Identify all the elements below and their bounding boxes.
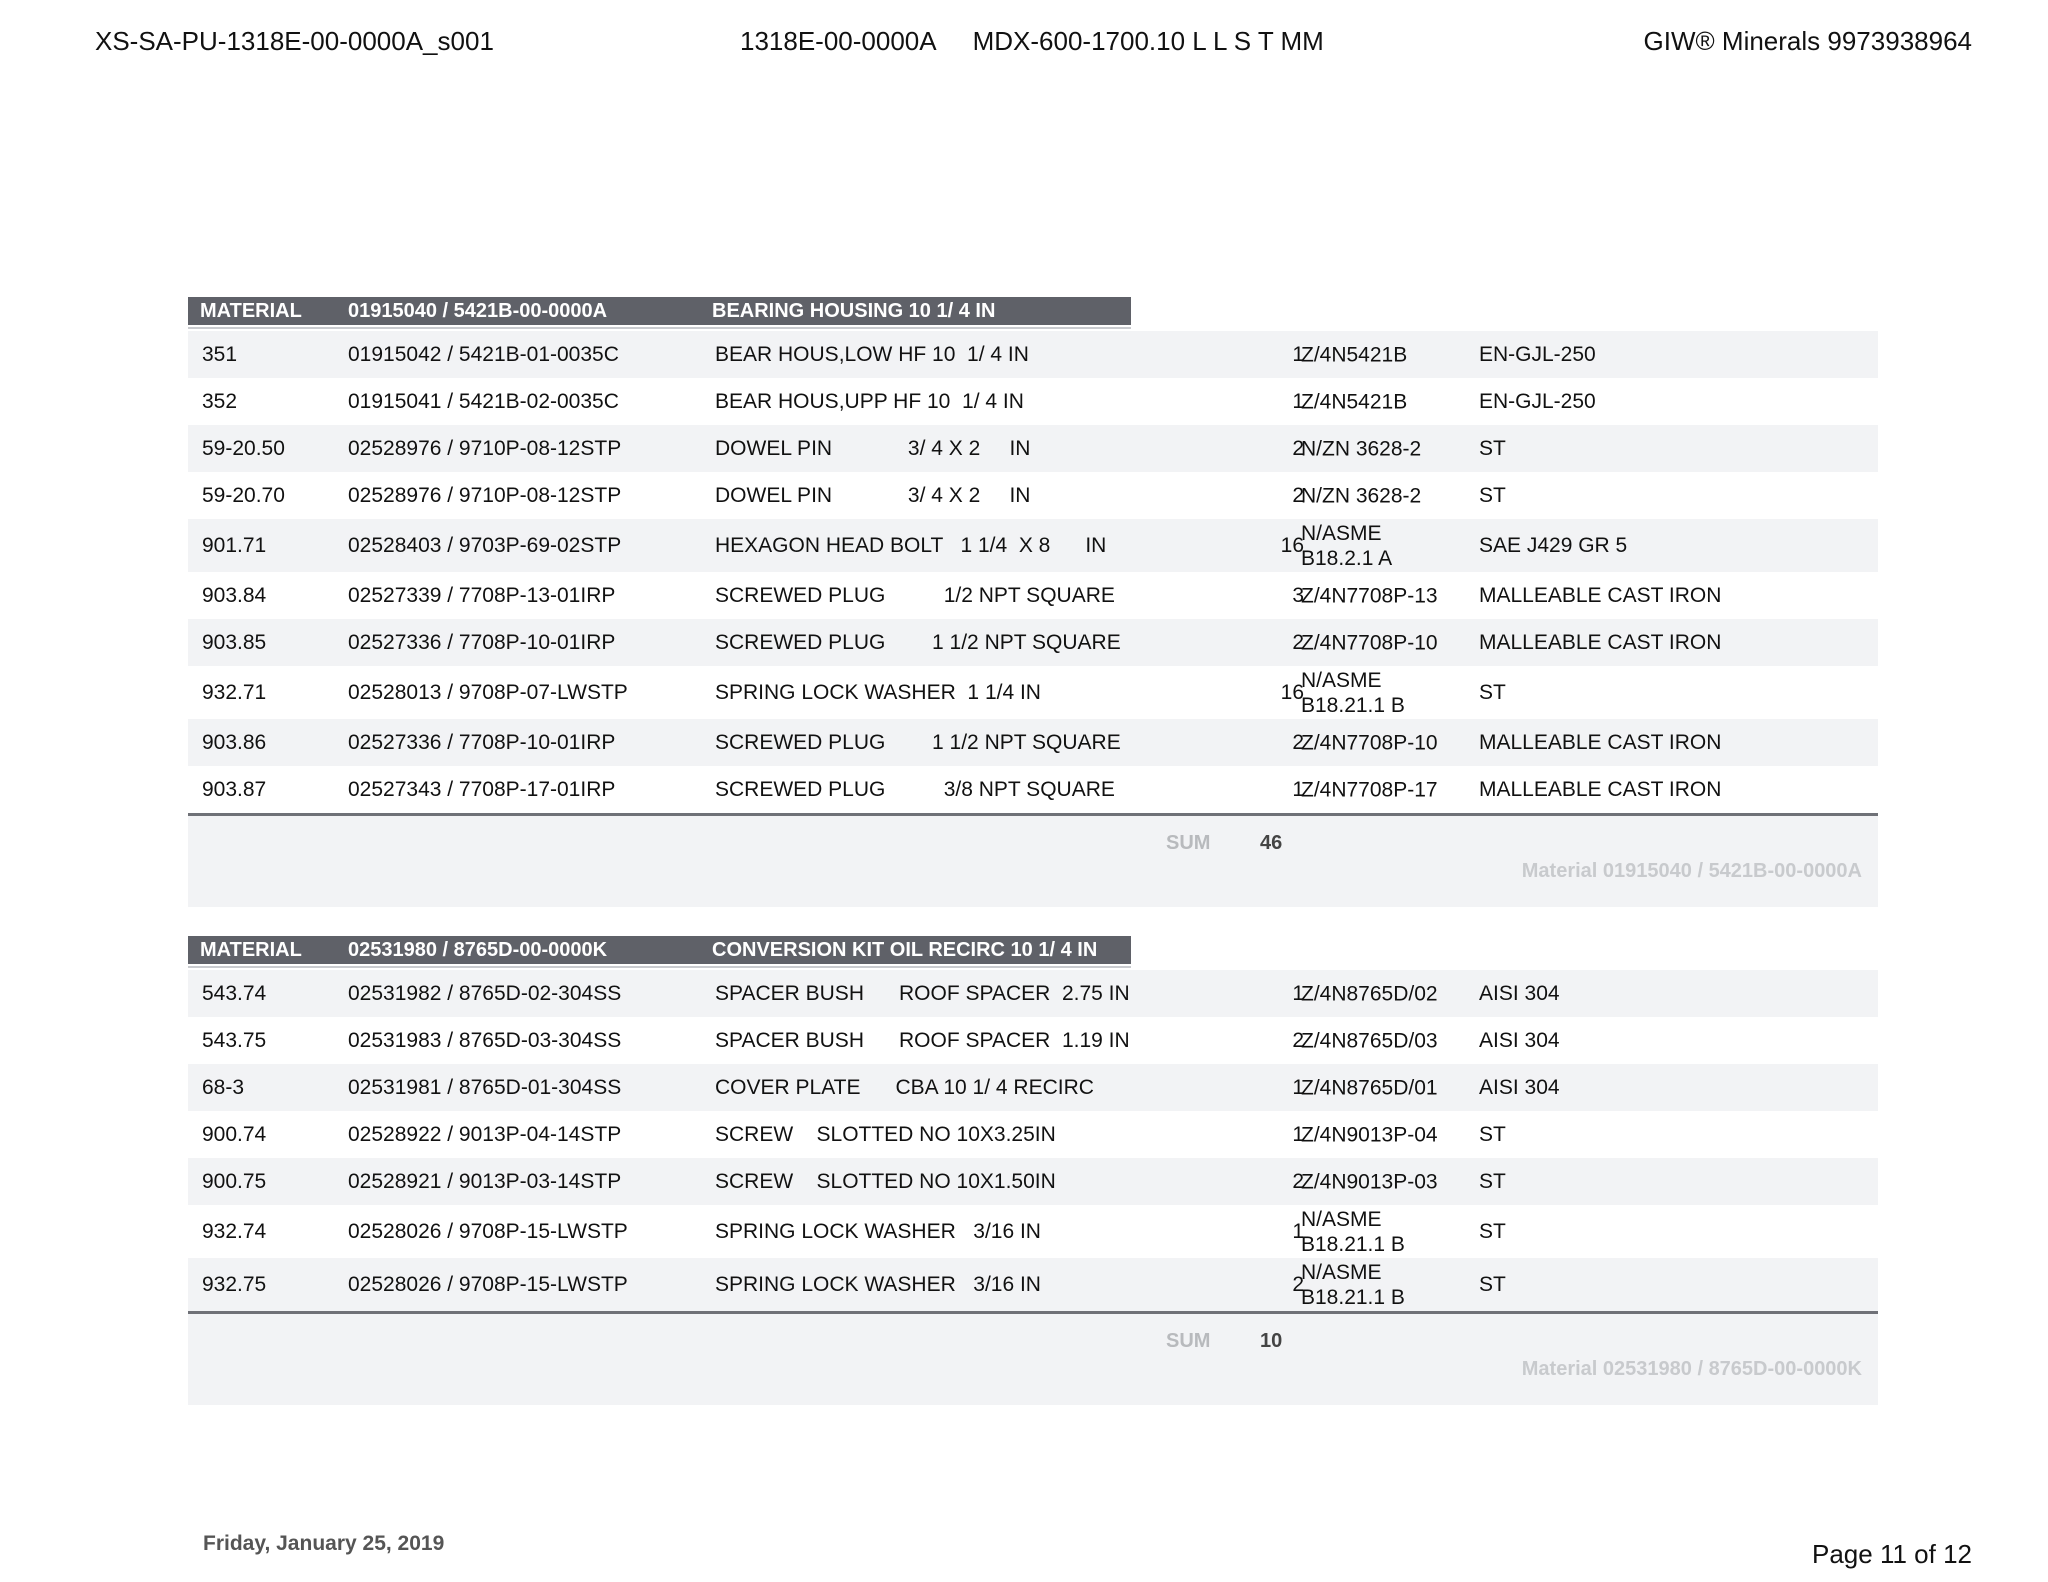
description-cell: SPACER BUSH ROOF SPACER 2.75 IN — [715, 981, 1130, 1005]
material-number: 02531980 / 8765D-00-0000K — [348, 939, 608, 961]
position-cell: 903.86 — [202, 730, 267, 754]
material-header-bar — [188, 936, 1131, 964]
position-cell: 932.71 — [202, 680, 267, 704]
standard-cell — [1301, 730, 1438, 755]
sum-label: SUM — [1166, 832, 1211, 854]
material-number-cell: 02528026 / 9708P-15-LWSTP — [348, 1219, 628, 1243]
material-section — [188, 936, 1878, 1405]
sum-box — [188, 813, 1878, 907]
pump-model: MDX-600-1700.10 L L S T MM — [972, 26, 1324, 56]
position-cell: 932.74 — [202, 1219, 267, 1243]
description-cell: SPRING LOCK WASHER 3/16 IN — [715, 1219, 1041, 1243]
material-spec-cell: ST — [1479, 1122, 1506, 1146]
quantity-cell: 2 — [1292, 1028, 1304, 1052]
material-spec-cell: EN-GJL-250 — [1479, 389, 1596, 413]
material-number-cell: 02527336 / 7708P-10-01IRP — [348, 730, 616, 754]
doc-title — [740, 26, 1324, 57]
table-row — [188, 378, 1878, 425]
sum-value: 10 — [1260, 1330, 1283, 1352]
material-spec-cell: ST — [1479, 436, 1506, 460]
quantity-cell: 1 — [1292, 342, 1304, 366]
material-spec-cell: AISI 304 — [1479, 1028, 1560, 1052]
table-row — [188, 425, 1878, 472]
assembly-number: 1318E-00-0000A — [740, 26, 937, 56]
standard-line: Z/4N5421B — [1301, 343, 1408, 366]
material-title: CONVERSION KIT OIL RECIRC 10 1/ 4 IN — [712, 939, 1098, 961]
description-cell: SPRING LOCK WASHER 3/16 IN — [715, 1272, 1041, 1296]
position-cell: 543.75 — [202, 1028, 267, 1052]
material-spec-cell: MALLEABLE CAST IRON — [1479, 730, 1722, 754]
sum-label: SUM — [1166, 1330, 1211, 1352]
standard-cell — [1301, 1207, 1405, 1257]
material-number-cell: 02528976 / 9710P-08-12STP — [348, 436, 622, 460]
description-cell: SCREW SLOTTED NO 10X3.25IN — [715, 1122, 1056, 1146]
table-row — [188, 1205, 1878, 1258]
material-spec-cell: ST — [1479, 1272, 1506, 1296]
quantity-cell: 1 — [1292, 1122, 1304, 1146]
standard-line: N/ZN 3628-2 — [1301, 484, 1422, 507]
material-spec-cell: ST — [1479, 680, 1506, 704]
standard-line: Z/4N8765D/03 — [1301, 1029, 1438, 1052]
quantity-cell: 1 — [1292, 777, 1304, 801]
print-date: Friday, January 25, 2019 — [203, 1532, 445, 1555]
standard-line: B18.2.1 A — [1301, 546, 1393, 570]
description-cell: HEXAGON HEAD BOLT 1 1/4 X 8 IN — [715, 533, 1107, 557]
table-row — [188, 1258, 1878, 1311]
material-header-bar — [188, 297, 1131, 325]
parts-list — [188, 970, 1878, 1311]
standard-cell — [1301, 1122, 1438, 1147]
standard-line: Z/4N9013P-04 — [1301, 1123, 1438, 1146]
material-number-cell: 02527339 / 7708P-13-01IRP — [348, 583, 616, 607]
quantity-cell: 1 — [1292, 981, 1304, 1005]
position-cell: 352 — [202, 389, 238, 413]
position-cell: 543.74 — [202, 981, 267, 1005]
quantity-cell: 2 — [1292, 483, 1304, 507]
description-cell: DOWEL PIN 3/ 4 X 2 IN — [715, 483, 1031, 507]
position-cell: 351 — [202, 342, 238, 366]
material-number: 01915040 / 5421B-00-0000A — [348, 300, 608, 322]
description-cell: BEAR HOUS,LOW HF 10 1/ 4 IN — [715, 342, 1029, 366]
material-spec-cell: AISI 304 — [1479, 1075, 1560, 1099]
table-row — [188, 719, 1878, 766]
material-number-cell: 02531983 / 8765D-03-304SS — [348, 1028, 622, 1052]
table-row — [188, 1111, 1878, 1158]
material-spec-cell: SAE J429 GR 5 — [1479, 533, 1628, 557]
header-underline — [188, 327, 1131, 329]
material-number-cell: 01915042 / 5421B-01-0035C — [348, 342, 619, 366]
table-row — [188, 331, 1878, 378]
table-row — [188, 1017, 1878, 1064]
standard-cell — [1301, 1075, 1438, 1100]
quantity-cell: 2 — [1292, 436, 1304, 460]
material-spec-cell: ST — [1479, 1169, 1506, 1193]
standard-cell — [1301, 436, 1421, 461]
standard-cell — [1301, 981, 1438, 1006]
quantity-cell: 2 — [1292, 730, 1304, 754]
position-cell: 900.75 — [202, 1169, 267, 1193]
position-cell: 900.74 — [202, 1122, 267, 1146]
material-spec-cell: ST — [1479, 483, 1506, 507]
standard-line: Z/4N8765D/02 — [1301, 982, 1438, 1005]
material-number-cell: 02531981 / 8765D-01-304SS — [348, 1075, 622, 1099]
position-cell: 903.87 — [202, 777, 267, 801]
table-row — [188, 519, 1878, 572]
material-spec-cell: EN-GJL-250 — [1479, 342, 1596, 366]
standard-line: Z/4N7708P-17 — [1301, 778, 1438, 801]
standard-cell — [1301, 521, 1392, 571]
quantity-cell: 2 — [1292, 1272, 1304, 1296]
material-spec-cell: MALLEABLE CAST IRON — [1479, 583, 1722, 607]
position-cell: 59-20.70 — [202, 483, 285, 507]
description-cell: SPRING LOCK WASHER 1 1/4 IN — [715, 680, 1041, 704]
material-number-cell: 02531982 / 8765D-02-304SS — [348, 981, 622, 1005]
description-cell: COVER PLATE CBA 10 1/ 4 RECIRC — [715, 1075, 1094, 1099]
material-section — [188, 297, 1878, 907]
position-cell: 59-20.50 — [202, 436, 285, 460]
material-spec-cell: ST — [1479, 1219, 1506, 1243]
standard-line: N/ASME — [1301, 521, 1382, 545]
table-row — [188, 970, 1878, 1017]
standard-line: Z/4N7708P-10 — [1301, 731, 1438, 754]
parts-list — [188, 331, 1878, 813]
standard-line: N/ASME — [1301, 1260, 1382, 1284]
quantity-cell: 2 — [1292, 1169, 1304, 1193]
standard-line: N/ASME — [1301, 668, 1382, 692]
material-number-cell: 02528922 / 9013P-04-14STP — [348, 1122, 622, 1146]
position-cell: 903.84 — [202, 583, 267, 607]
description-cell: BEAR HOUS,UPP HF 10 1/ 4 IN — [715, 389, 1024, 413]
position-cell: 68-3 — [202, 1075, 245, 1099]
quantity-cell: 16 — [1280, 680, 1304, 704]
table-row — [188, 766, 1878, 813]
company-info: GIW® Minerals 9973938964 — [1643, 26, 1972, 56]
material-label: MATERIAL — [200, 300, 302, 322]
material-number-cell: 02528976 / 9710P-08-12STP — [348, 483, 622, 507]
standard-line: Z/4N7708P-13 — [1301, 584, 1438, 607]
standard-line: B18.21.1 B — [1301, 1285, 1405, 1309]
standard-cell — [1301, 389, 1407, 414]
description-cell: SPACER BUSH ROOF SPACER 1.19 IN — [715, 1028, 1130, 1052]
table-row — [188, 472, 1878, 519]
quantity-cell: 3 — [1292, 583, 1304, 607]
sum-box — [188, 1311, 1878, 1405]
standard-line: Z/4N5421B — [1301, 390, 1408, 413]
header-underline — [188, 966, 1131, 968]
material-number-cell: 02528921 / 9013P-03-14STP — [348, 1169, 622, 1193]
sum-material: Material 01915040 / 5421B-00-0000A — [1521, 860, 1862, 882]
material-spec-cell: MALLEABLE CAST IRON — [1479, 630, 1722, 654]
standard-cell — [1301, 1260, 1405, 1310]
position-cell: 903.85 — [202, 630, 267, 654]
description-cell: DOWEL PIN 3/ 4 X 2 IN — [715, 436, 1031, 460]
standard-line: B18.21.1 B — [1301, 693, 1405, 717]
standard-cell — [1301, 630, 1438, 655]
material-spec-cell: MALLEABLE CAST IRON — [1479, 777, 1722, 801]
standard-line: B18.21.1 B — [1301, 1232, 1405, 1256]
quantity-cell: 1 — [1292, 1219, 1304, 1243]
quantity-cell: 2 — [1292, 630, 1304, 654]
standard-line: Z/4N7708P-10 — [1301, 631, 1438, 654]
description-cell: SCREWED PLUG 1 1/2 NPT SQUARE — [715, 730, 1121, 754]
description-cell: SCREWED PLUG 3/8 NPT SQUARE — [715, 777, 1115, 801]
quantity-cell: 1 — [1292, 1075, 1304, 1099]
material-spec-cell: AISI 304 — [1479, 981, 1560, 1005]
standard-line: N/ASME — [1301, 1207, 1382, 1231]
material-number-cell: 02527336 / 7708P-10-01IRP — [348, 630, 616, 654]
standard-cell — [1301, 483, 1421, 508]
table-row — [188, 666, 1878, 719]
table-row — [188, 572, 1878, 619]
standard-cell — [1301, 1028, 1438, 1053]
page-number: Page 11 of 12 — [1812, 1539, 1972, 1569]
material-number-cell: 02528026 / 9708P-15-LWSTP — [348, 1272, 628, 1296]
sum-value: 46 — [1260, 832, 1283, 854]
standard-line: Z/4N8765D/01 — [1301, 1076, 1438, 1099]
standard-cell — [1301, 342, 1407, 367]
table-row — [188, 1158, 1878, 1205]
position-cell: 932.75 — [202, 1272, 267, 1296]
standard-cell — [1301, 583, 1438, 608]
standard-cell — [1301, 777, 1438, 802]
material-title: BEARING HOUSING 10 1/ 4 IN — [712, 300, 996, 322]
description-cell: SCREWED PLUG 1 1/2 NPT SQUARE — [715, 630, 1121, 654]
quantity-cell: 1 — [1292, 389, 1304, 413]
standard-cell — [1301, 668, 1405, 718]
standard-line: Z/4N9013P-03 — [1301, 1170, 1438, 1193]
table-row — [188, 1064, 1878, 1111]
material-number-cell: 02528403 / 9703P-69-02STP — [348, 533, 622, 557]
material-number-cell: 02527343 / 7708P-17-01IRP — [348, 777, 616, 801]
material-number-cell: 01915041 / 5421B-02-0035C — [348, 389, 619, 413]
description-cell: SCREWED PLUG 1/2 NPT SQUARE — [715, 583, 1115, 607]
standard-line: N/ZN 3628-2 — [1301, 437, 1422, 460]
description-cell: SCREW SLOTTED NO 10X1.50IN — [715, 1169, 1056, 1193]
doc-id: XS-SA-PU-1318E-00-0000A_s001 — [95, 26, 494, 56]
quantity-cell: 16 — [1280, 533, 1304, 557]
table-row — [188, 619, 1878, 666]
material-number-cell: 02528013 / 9708P-07-LWSTP — [348, 680, 628, 704]
sum-material: Material 02531980 / 8765D-00-0000K — [1521, 1358, 1862, 1380]
standard-cell — [1301, 1169, 1438, 1194]
material-label: MATERIAL — [200, 939, 302, 961]
position-cell: 901.71 — [202, 533, 267, 557]
